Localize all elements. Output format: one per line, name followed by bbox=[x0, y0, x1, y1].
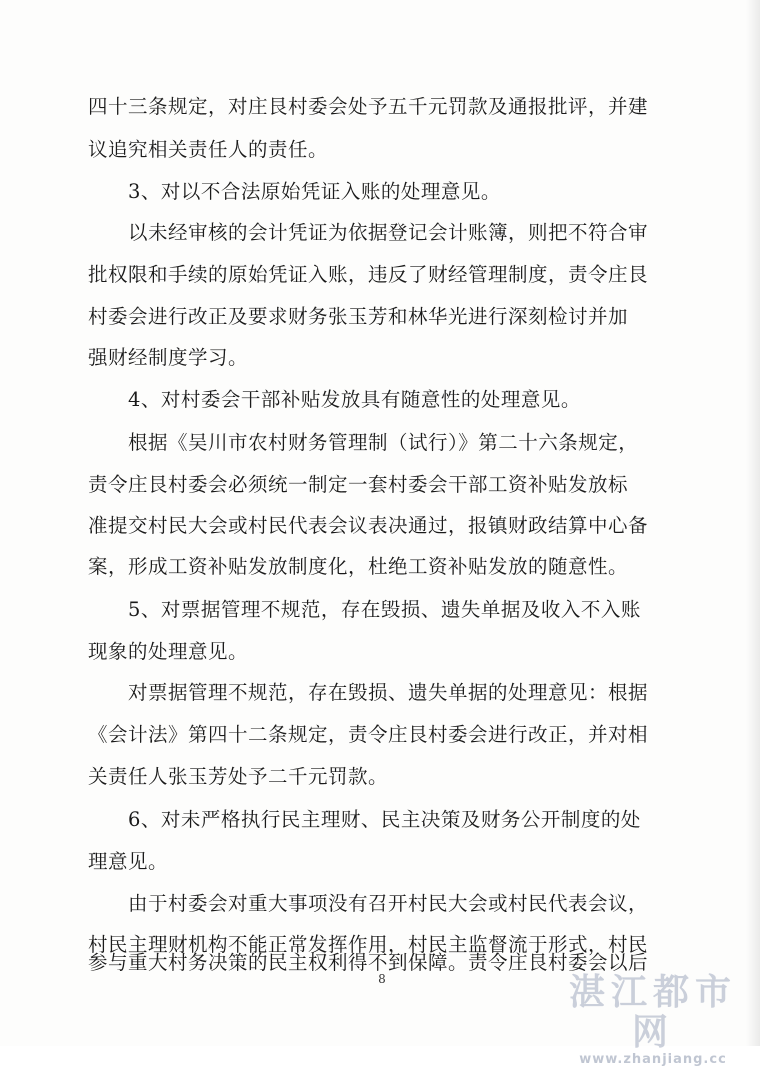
text-line: 四十三条规定，对庄艮村委会处予五千元罚款及通报批评，并建 bbox=[88, 95, 649, 118]
text-line: 现象的处理意见。 bbox=[88, 640, 249, 663]
section-heading: 5、对票据管理不规范，存在毁损、遗失单据及收入不入账 bbox=[128, 598, 641, 621]
section-heading: 4、对村委会干部补贴发放具有随意性的处理意见。 bbox=[128, 388, 581, 411]
text-line: 对票据管理不规范，存在毁损、遗失单据的处理意见：根据 bbox=[128, 681, 649, 704]
text-line: 议追究相关责任人的责任。 bbox=[88, 138, 329, 161]
page-edge-shadow bbox=[746, 0, 760, 1046]
text-line: 理意见。 bbox=[88, 850, 169, 873]
text-line: 关责任人张玉芳处予二千元罚款。 bbox=[88, 765, 389, 788]
text-line: 根据《吴川市农村财务管理制（试行）》第二十六条规定， bbox=[128, 431, 639, 454]
text-line: 村委会进行改正及要求财务张玉芳和林华光进行深刻检讨并加 bbox=[88, 305, 629, 328]
section-heading: 3、对以不合法原始凭证入账的处理意见。 bbox=[128, 180, 501, 203]
section-heading: 6、对未严格执行民主理财、民主决策及财务公开制度的处 bbox=[128, 808, 641, 831]
site-watermark bbox=[568, 971, 738, 1067]
text-line: 村民主理财机构不能正常发挥作用，村民主监督流于形式，村民 bbox=[88, 933, 649, 956]
text-line: 准提交村民大会或村民代表会议表决通过，报镇财政结算中心备 bbox=[88, 514, 649, 537]
text-line: 参与重大村务决策的民主权利得不到保障。责令庄艮村委会以后 bbox=[88, 951, 649, 974]
text-line: 强财经制度学习。 bbox=[88, 346, 249, 369]
text-line: 责令庄艮村委会必须统一制定一套村委会干部工资补贴发放标 bbox=[88, 473, 629, 496]
text-line: 以未经审核的会计凭证为依据登记会计账簿，则把不符合审 bbox=[128, 221, 649, 244]
text-line: 由于村委会对重大事项没有召开村民大会或村民代表会议， bbox=[128, 892, 649, 915]
text-line: 《会计法》第四十二条规定，责令庄艮村委会进行改正，并对相 bbox=[88, 723, 649, 746]
text-line: 批权限和手续的原始凭证入账，违反了财经管理制度，责令庄艮 bbox=[88, 263, 649, 286]
watermark-url: www.zhanjiang.cc bbox=[579, 1052, 727, 1067]
watermark-logo-text: 湛江都市网 bbox=[568, 971, 737, 1053]
text-line: 案，形成工资补贴发放制度化，杜绝工资补贴发放的随意性。 bbox=[88, 555, 629, 578]
page-number: 8 bbox=[378, 972, 386, 986]
